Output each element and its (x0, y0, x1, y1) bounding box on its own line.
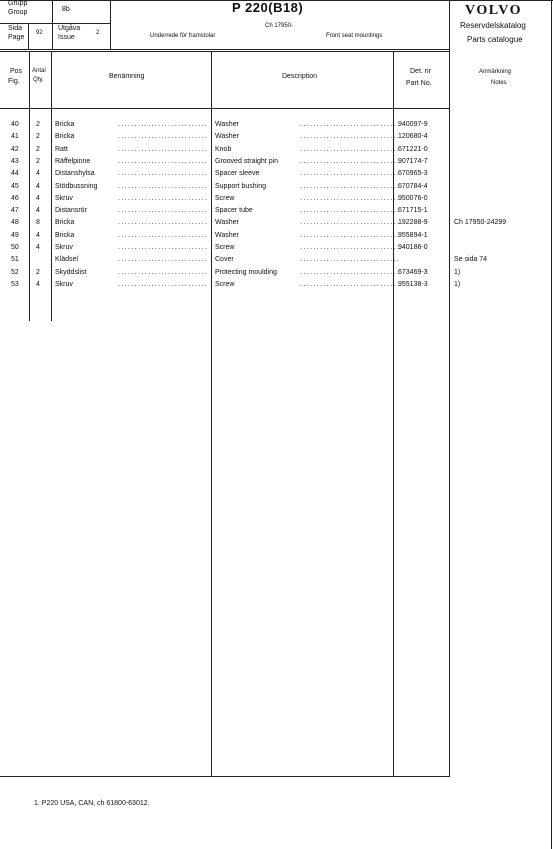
row-pos: 47 (11, 207, 19, 215)
catalogue-title-sv: Reservdelskatalog (460, 21, 526, 30)
row-name-sv: Bricka (55, 231, 75, 239)
dot-leader: .............................. (300, 231, 401, 239)
dot-leader: .............................. (300, 121, 401, 128)
table-row (0, 218, 553, 230)
dot-leader: ........................... (118, 157, 209, 165)
table-row (0, 157, 553, 169)
row-note: 1) (454, 268, 461, 276)
row-part-no: 955138-3 (398, 280, 428, 288)
row-qty: 4 (36, 170, 40, 178)
row-qty: 8 (36, 219, 40, 227)
row-pos: 50 (11, 244, 19, 251)
row-qty: 4 (36, 182, 40, 190)
row-part-no: 192288-9 (398, 219, 428, 227)
row-name-sv: Distanshylsa (55, 170, 95, 178)
dot-leader: .............................. (300, 280, 401, 288)
row-qty: 4 (36, 207, 40, 215)
table-row (0, 169, 553, 181)
col-name-en: Description (282, 73, 318, 80)
dot-leader: ........................... (118, 133, 209, 141)
col-notes-en: Notes (491, 80, 507, 86)
table-row (0, 120, 553, 132)
dot-leader: .............................. (300, 145, 401, 153)
row-pos: 41 (11, 133, 19, 141)
row-pos: 40 (11, 121, 19, 128)
row-part-no: 950076-0 (398, 194, 428, 202)
row-name-en: Washer (215, 231, 239, 239)
row-name-en: Support bushing (215, 182, 266, 190)
row-name-sv: Bricka (55, 133, 75, 141)
row-name-sv: Skruv (55, 280, 73, 288)
row-name-en: Knob (215, 145, 232, 153)
row-pos: 48 (11, 219, 19, 227)
dot-leader: .............................. (300, 207, 401, 215)
table-row (0, 145, 553, 157)
row-qty: 2 (36, 157, 40, 165)
catalogue-title-en: Parts catalogue (467, 35, 523, 44)
row-name-en: Screw (215, 280, 235, 288)
row-name-sv: Skyddslist (55, 268, 87, 276)
dot-leader: ........................... (118, 121, 209, 128)
dot-leader: .............................. (300, 157, 401, 165)
chassis-range: Ch 17950- (265, 23, 294, 29)
row-pos: 51 (11, 256, 19, 264)
row-name-en: Grooved straight pin (215, 157, 279, 165)
dot-leader: .............................. (300, 268, 401, 276)
row-name-sv: Ratt (55, 145, 68, 153)
dot-leader: ........................... (118, 268, 209, 276)
dot-leader: ........................... (118, 231, 209, 239)
dot-leader: ........................... (118, 256, 209, 264)
table-row (0, 132, 553, 144)
row-qty: 2 (36, 133, 40, 141)
table-row (0, 280, 553, 292)
row-pos: 49 (11, 231, 19, 239)
dot-leader: ........................... (118, 145, 209, 153)
row-name-sv: Klädsel (55, 256, 78, 264)
subtitle-sv: Underrede för framstolar (150, 33, 216, 39)
row-qty: 4 (36, 280, 40, 288)
col-name-sv: Benämning (109, 73, 145, 80)
row-qty: 2 (36, 121, 40, 128)
row-pos: 45 (11, 182, 19, 190)
row-name-sv: Skruv (55, 244, 73, 251)
issue-value: 2 (96, 30, 100, 36)
row-name-sv: Distansrör (55, 207, 87, 215)
row-part-no: 671715-1 (398, 207, 428, 215)
col-notes-sv: Anmärkning (479, 69, 512, 75)
issue-label-en: Issue (58, 34, 75, 41)
row-note: Ch 17950-24299 (454, 219, 507, 227)
table-row (0, 243, 553, 255)
row-part-no: 670784-4 (398, 182, 428, 190)
row-name-sv: Räffelpinne (55, 157, 91, 165)
table-row (0, 182, 553, 194)
columns-top-rule (0, 51, 450, 52)
table-row (0, 255, 553, 267)
row-note: 1) (454, 280, 461, 288)
header-left-end-v (110, 0, 111, 49)
issue-label-sv: Utgåva (58, 25, 81, 32)
dot-leader: ........................... (118, 207, 209, 215)
header-page-issue-split-v (28, 23, 29, 49)
group-label-sv: Grupp (8, 0, 28, 7)
col-pos-sv: Pos (10, 68, 23, 75)
row-name-en: Screw (215, 194, 235, 202)
row-qty: 4 (36, 194, 40, 202)
subtitle-en: Front seat mountings (326, 33, 383, 39)
row-name-sv: Bricka (55, 219, 75, 227)
dot-leader: .............................. (300, 219, 401, 227)
dot-leader: ........................... (118, 170, 209, 178)
col-qty-sv: Antal (32, 68, 46, 74)
row-name-en: Spacer tube (215, 207, 253, 215)
row-name-en: Spacer sleeve (215, 170, 260, 178)
row-part-no: 940186-0 (398, 244, 428, 251)
group-value: 8b (62, 6, 70, 13)
table-row (0, 206, 553, 218)
col-partno-en: Part No. (406, 80, 432, 87)
row-pos: 46 (11, 194, 19, 202)
footnote: 1. P220 USA, CAN, ch 61800-63012. (34, 800, 150, 807)
row-name-sv: Bricka (55, 121, 75, 128)
table-row (0, 231, 553, 243)
dot-leader: ........................... (118, 182, 209, 190)
dot-leader: .............................. (300, 182, 401, 190)
dot-leader: .............................. (300, 194, 401, 202)
row-qty: 2 (36, 268, 40, 276)
notes-column-left-border (449, 0, 450, 776)
row-pos: 53 (11, 280, 19, 288)
page-value: 92 (36, 30, 43, 36)
footer-rule (0, 776, 450, 777)
row-name-sv: Skruv (55, 194, 73, 202)
dot-leader: .............................. (300, 170, 401, 178)
dot-leader: ........................... (118, 280, 209, 288)
dot-leader: ........................... (118, 194, 209, 202)
col-qty-en: Qty. (33, 77, 44, 83)
page-label-sv: Sida (8, 25, 23, 32)
row-note: Se sida 74 (454, 256, 488, 264)
row-pos: 43 (11, 157, 19, 165)
dot-leader: .............................. (300, 256, 401, 264)
dot-leader: ........................... (118, 244, 209, 251)
row-name-en: Washer (215, 219, 239, 227)
row-pos: 44 (11, 170, 19, 178)
row-qty: 4 (36, 244, 40, 251)
row-part-no: 940097-9 (398, 121, 428, 128)
group-label-en: Group (8, 9, 28, 16)
dot-leader: .............................. (300, 133, 401, 141)
dot-leader: ........................... (118, 219, 209, 227)
dot-leader: .............................. (300, 244, 401, 251)
row-name-en: Washer (215, 121, 239, 128)
row-pos: 52 (11, 268, 19, 276)
row-qty: 2 (36, 145, 40, 153)
row-part-no: 907174-7 (398, 157, 428, 165)
page-label-en: Page (8, 34, 25, 41)
model-title: P 220(B18) (232, 0, 304, 15)
row-qty: 4 (36, 231, 40, 239)
row-part-no: 955894-1 (398, 231, 428, 239)
row-part-no: 120680-4 (398, 133, 428, 141)
row-name-en: Washer (215, 133, 239, 141)
row-part-no: 673469-3 (398, 268, 428, 276)
header-left-split-v (52, 0, 53, 49)
row-pos: 42 (11, 145, 19, 153)
col-pos-en: Fig. (8, 78, 20, 85)
row-name-en: Screw (215, 244, 235, 251)
header-left-h-mid (0, 23, 110, 24)
header-bottom-rule (0, 49, 450, 50)
brand-logo: VOLVO (465, 3, 522, 18)
table-row (0, 194, 553, 206)
row-part-no: 670965-3 (398, 170, 428, 178)
col-partno-sv: Det. nr (410, 68, 432, 75)
row-name-en: Protecting moulding (215, 268, 277, 276)
row-name-sv: Stödbussning (55, 182, 98, 190)
row-part-no: 671221-0 (398, 145, 428, 153)
row-name-en: Cover (215, 256, 234, 264)
columns-header-rule (0, 108, 450, 109)
table-row (0, 268, 553, 280)
